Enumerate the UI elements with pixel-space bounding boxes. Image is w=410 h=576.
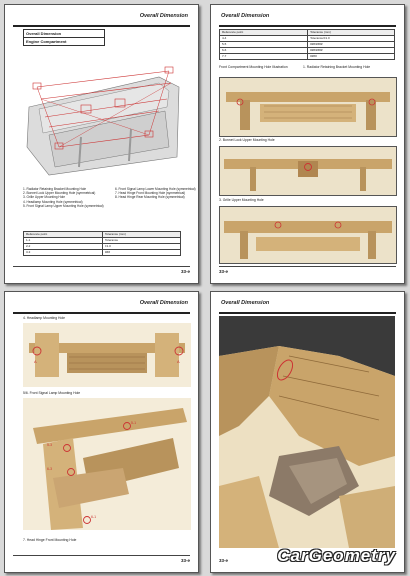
section-subtitle: Engine Compartment <box>26 39 67 44</box>
manual-page-2 <box>210 4 405 284</box>
table-cell: ###/#### <box>308 42 395 48</box>
page-footer <box>13 266 190 277</box>
table-cell: 4-4 <box>220 36 308 42</box>
table-cell: ###/#### <box>308 48 395 54</box>
point-label: A <box>177 359 180 364</box>
table-cell: ±1.0 <box>103 244 181 250</box>
table-cell: #### <box>308 54 395 60</box>
figure-caption: 3. Grille Upper Mounting Hole <box>219 198 264 202</box>
section-title: Overall Dimension <box>24 30 104 38</box>
page-header <box>13 11 190 27</box>
legend-right <box>115 187 196 200</box>
legend-item: 3. Grille Upper Mounting Hole <box>23 195 65 200</box>
manual-page-1 <box>4 4 199 284</box>
signal-lamp-mount-photo <box>23 398 191 530</box>
table-cell: 7-7 <box>220 54 308 60</box>
header-title: Overall Dimension <box>139 13 188 19</box>
table-header: Tolerance (mm) <box>308 30 395 36</box>
figure-caption: 7. Head Hinge Front Mounting Hole <box>23 538 77 542</box>
figure-caption: Front Compartment Mounting Hole Illustration <box>219 65 288 69</box>
figure-caption: 2. Bonnet Lock Upper Mounting Hole <box>219 138 275 142</box>
page-header <box>219 298 396 314</box>
manual-page-3 <box>4 291 199 573</box>
table-header: Tolerance (mm) <box>103 232 181 238</box>
page-number: 33-e <box>180 269 190 274</box>
section-box <box>23 29 105 46</box>
page-footer <box>219 556 396 566</box>
page-header <box>13 298 190 314</box>
page-number: 33-e <box>180 558 190 563</box>
legend-item: 5. Front Signal Lamp Upper Mounting Hole (symmetrical) <box>23 203 104 208</box>
point-label: 5-3 <box>47 443 53 447</box>
reference-table <box>23 231 181 256</box>
radiator-bracket-photo <box>219 77 397 137</box>
figure-caption: 1. Radiator Retaining Bracket Mounting Hole <box>303 65 371 69</box>
legend-item: 8. Head Hinge Rear Mounting Hole (symmetrical) <box>115 195 185 200</box>
engine-compartment-diagram <box>19 47 185 179</box>
legend-item: 1. Radiator Retaining Bracket Mounting Hole <box>23 187 87 191</box>
table-cell: 1-1 <box>24 238 103 244</box>
figure-caption: 5/6. Front Signal Lamp Mounting Hole <box>23 391 81 395</box>
header-title: Overall Dimension <box>221 300 270 306</box>
point-label: A <box>34 359 37 364</box>
reference-table <box>219 29 395 60</box>
page-header <box>219 11 396 27</box>
table-header: Reference point <box>220 30 308 36</box>
legend-item: 7. Head Hinge Front Mounting Hole (symmetrical) <box>115 191 186 196</box>
page-number: 33-e <box>219 269 229 274</box>
table-header: Reference point <box>24 232 103 238</box>
headlamp-mount-photo <box>23 323 191 387</box>
header-title: Overall Dimension <box>221 13 270 19</box>
header-title: Overall Dimension <box>139 300 188 306</box>
legend-item: 4. Headlamp Mounting Hole (symmetrical) <box>23 199 83 204</box>
table-cell: 3-3 <box>24 250 103 256</box>
grille-upper-photo <box>219 206 397 264</box>
table-cell: Tolerance/±1.0 <box>308 36 395 42</box>
legend-item: 2. Bonnet Lock Upper Mounting Hole (symmetrical) <box>23 191 96 196</box>
table-cell: 6-6 <box>220 48 308 54</box>
table-cell: ### <box>103 250 181 256</box>
legend-item: 6. Front Signal Lamp Lower Mounting Hole (symmetrical) <box>115 187 196 191</box>
table-cell: 5-5 <box>220 42 308 48</box>
legend-left <box>23 187 104 208</box>
point-label: 6-3 <box>47 467 53 471</box>
hinge-mount-photo <box>219 316 395 548</box>
page-footer <box>13 555 190 566</box>
point-label: 5-1 <box>131 421 137 425</box>
page-footer <box>219 266 396 277</box>
bonnet-lock-photo <box>219 146 397 196</box>
point-label: 6-1 <box>91 515 97 519</box>
watermark-text: CarGeometry <box>277 546 396 565</box>
table-cell: 2-2 <box>24 244 103 250</box>
figure-caption: 4. Headlamp Mounting Hole <box>23 316 66 320</box>
page-number: 33-e <box>219 558 229 563</box>
manual-page-4 <box>210 291 405 573</box>
table-cell: Tolerance <box>103 238 181 244</box>
